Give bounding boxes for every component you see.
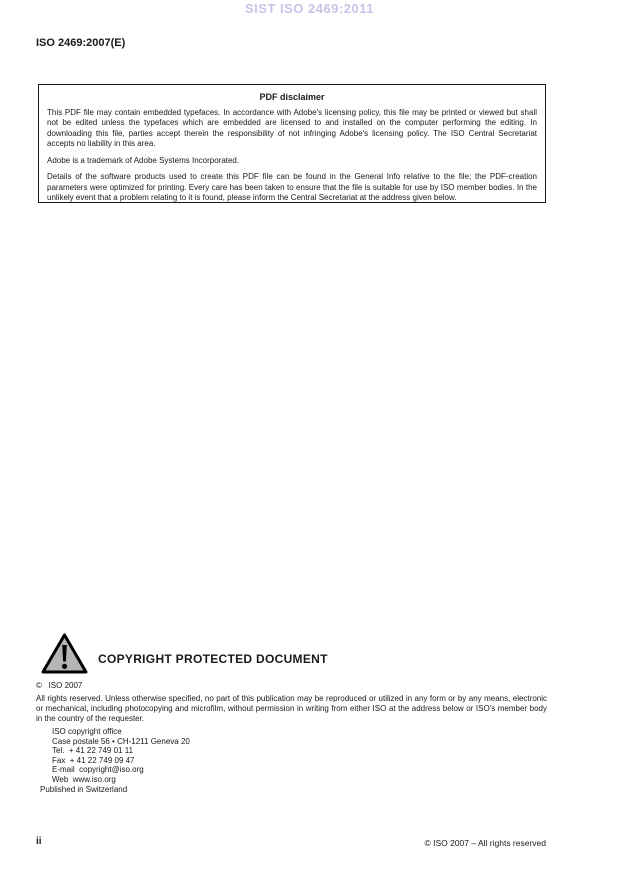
address-line-fax: Fax + 41 22 749 09 47 bbox=[52, 755, 135, 765]
pdf-disclaimer-box bbox=[38, 84, 546, 203]
disclaimer-paragraph: Details of the software products used to create this PDF file can be found in the General Info relative to the file; the PDF-creation parameters were optimized for printing. Every care has been taken to ensure that the file is suitable for use by ISO member bodies. In the unlikely event that a problem relating to it is found, please inform the Central Secretariat at the address given below. bbox=[47, 172, 537, 203]
iso-address-block bbox=[52, 727, 190, 784]
published-in-line: Published in Switzerland bbox=[40, 785, 128, 794]
warning-triangle-icon bbox=[40, 632, 89, 680]
address-line-tel: Tel. + 41 22 749 01 11 bbox=[52, 746, 134, 755]
address-line-email: E-mail copyright@iso.org bbox=[52, 765, 144, 774]
document-reference: ISO 2469:2007(E) bbox=[36, 37, 126, 49]
disclaimer-paragraph: Adobe is a trademark of Adobe Systems Incorporated. bbox=[47, 155, 240, 165]
page-number: ii bbox=[36, 836, 42, 847]
address-line-web: Web www.iso.org bbox=[52, 774, 116, 784]
rights-reserved-paragraph: All rights reserved. Unless otherwise specified, no part of this publication may be reproduced or utilized in any form or by any means, electronic or mechanical, including photocopying and microfilm, without permission in writing from either ISO at the address below or ISO's member body in the country of the requester. bbox=[36, 694, 547, 724]
copyright-year-line: © ISO 2007 bbox=[36, 681, 83, 690]
address-line: ISO copyright office bbox=[52, 727, 122, 736]
disclaimer-paragraph: This PDF file may contain embedded typefaces. In accordance with Adobe's licensing policy, this file may be printed or viewed but shall not be edited unless the typefaces which are embedded are licensed to and installed on the computer performing the editing. In downloading this file, parties accept therein the responsibility of not infringing Adobe's licensing policy. The ISO Central Secretariat accepts no liability in this area. bbox=[47, 108, 537, 148]
watermark-text: SIST ISO 2469:2011 bbox=[245, 1, 374, 16]
footer-copyright-notice: © ISO 2007 – All rights reserved bbox=[424, 838, 546, 848]
copyright-protected-heading: COPYRIGHT PROTECTED DOCUMENT bbox=[98, 652, 328, 666]
disclaimer-title: PDF disclaimer bbox=[259, 92, 325, 102]
address-line: Case postale 56 • CH-1211 Geneva 20 bbox=[52, 736, 190, 746]
